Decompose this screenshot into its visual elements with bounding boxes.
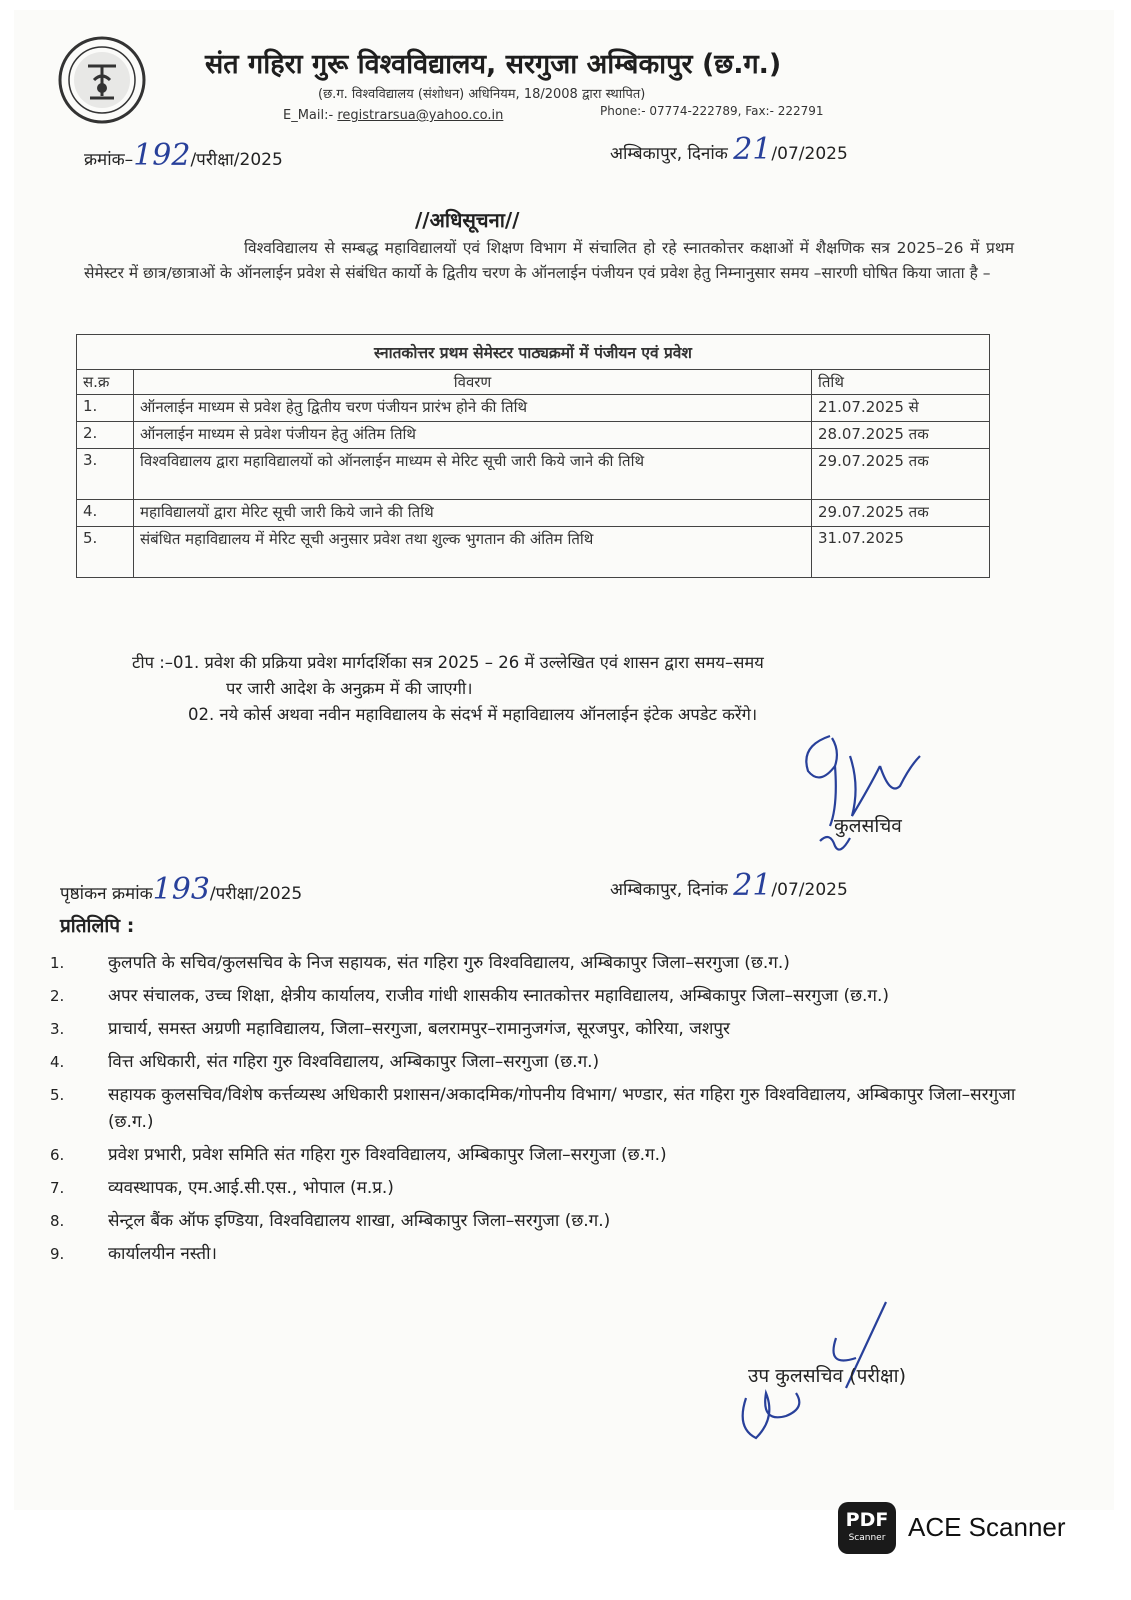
reference-suffix: /परीक्षा/2025 <box>190 150 283 170</box>
endorsement-place-date-label: अम्बिकापुर, दिनांक <box>610 880 728 900</box>
table-caption-row <box>77 335 990 370</box>
registrar-signature <box>790 726 960 866</box>
row-serial: 1. <box>77 395 134 422</box>
endorsement-month-year: /07/2025 <box>771 880 848 900</box>
row-description: संबंधित महाविद्यालय में मेरिट सूची अनुसार प्रवेश तथा शुल्क भुगतान की अंतिम तिथि <box>134 527 812 578</box>
note-1-continued: पर जारी आदेश के अनुक्रम में की जाएगी। <box>226 679 473 698</box>
row-date: 29.07.2025 तक <box>812 449 990 500</box>
table-row <box>77 449 990 500</box>
row-description: ऑनलाईन माध्यम से प्रवेश पंजीयन हेतु अंतिम तिथि <box>134 422 812 449</box>
note-2-text: नये कोर्स अथवा नवीन महाविद्यालय के संदर्भ में महाविद्यालय ऑनलाईन इंटेक अपडेट करेंगे। <box>219 705 758 724</box>
row-date: 21.07.2025 से <box>812 395 990 422</box>
endorsement-number <box>60 872 302 907</box>
note-1-number: 01. <box>173 653 200 672</box>
list-item <box>50 1016 1035 1043</box>
list-item <box>50 1241 1035 1268</box>
note-2 <box>188 702 757 725</box>
table-row <box>77 527 990 578</box>
email-line <box>283 108 503 123</box>
reference-prefix: क्रमांक– <box>84 150 134 170</box>
list-item <box>50 1208 1035 1235</box>
university-name: संत गहिरा गुरू विश्वविद्यालय, सरगुजा अम्बिकापुर (छ.ग.) <box>205 49 782 80</box>
registrar-title: कुलसचिव <box>834 815 902 837</box>
row-description: महाविद्यालयों द्वारा मेरिट सूची जारी किये जाने की तिथि <box>134 500 812 527</box>
list-item <box>50 1175 1035 1202</box>
list-item-text: कुलपति के सचिव/कुलसचिव के निज सहायक, संत गहिरा गुरु विश्वविद्यालय, अम्बिकापुर जिला–सरगुजा (छ.ग.) <box>108 953 790 973</box>
list-item-number: 7. <box>50 1179 65 1197</box>
copy-to-heading: प्रतिलिपि : <box>60 915 135 937</box>
table-header-row <box>77 370 990 395</box>
notice-title: //अधिसूचना// <box>415 208 520 232</box>
reference-number <box>84 138 283 173</box>
email-address: registrarsua@yahoo.co.in <box>337 108 504 123</box>
list-item-number: 8. <box>50 1212 65 1230</box>
badge-line-1: PDF <box>845 1509 889 1531</box>
phone-fax: Phone:- 07774-222789, Fax:- 222791 <box>600 104 824 118</box>
endorsement-day-handwritten: 21 <box>733 868 772 903</box>
list-item-number: 1. <box>50 954 65 972</box>
list-item-text: प्राचार्य, समस्त अग्रणी महाविद्यालय, जिला–सरगुजा, बलरामपुर–रामानुजगंज, सूरजपुर, कोरिया, जशपुर <box>108 1019 730 1039</box>
university-subtitle: (छ.ग. विश्वविद्यालय (संशोधन) अधिनियम, 18/2008 द्वारा स्थापित) <box>318 87 646 102</box>
row-serial: 5. <box>77 527 134 578</box>
note-1 <box>132 650 764 673</box>
list-item-number: 6. <box>50 1146 65 1164</box>
list-item-text: सहायक कुलसचिव/विशेष कर्त्तव्यस्थ अधिकारी प्रशासन/अकादमिक/गोपनीय विभाग/ भण्डार, संत गहिरा गुरु विश्वविद्यालय, अम्बिकापुर जिला–सरगुजा (छ.ग.) <box>108 1085 1016 1132</box>
list-item-number: 3. <box>50 1020 65 1038</box>
list-item-text: प्रवेश प्रभारी, प्रवेश समिति संत गहिरा गुरु विश्वविद्यालय, अम्बिकापुर जिला–सरगुजा (छ.ग.) <box>108 1145 667 1165</box>
email-label: E_Mail:- <box>283 108 334 123</box>
university-seal-logo <box>58 36 146 124</box>
row-description: ऑनलाईन माध्यम से प्रवेश हेतु द्वितीय चरण पंजीयन प्रारंभ होने की तिथि <box>134 395 812 422</box>
deputy-registrar-title: उप कुलसचिव (परीक्षा) <box>748 1365 907 1387</box>
note-label: टीप :– <box>132 653 174 672</box>
table-row <box>77 500 990 527</box>
notice-body: विश्वविद्यालय से सम्बद्ध महाविद्यालयों एवं शिक्षण विभाग में संचालित हो रहे स्नातकोत्तर कक्षाओं में शैक्षणिक सत्र 2025–26 में प्रथम सेमेस्टर में छात्र/छात्राओं के ऑनलाईन प्रवेश से संबंधित कार्यो के द्वितीय चरण के ऑनलाईन पंजीयन एवं प्रवेश हेतु निम्नानुसार समय –सारणी घोषित किया जाता है – <box>84 239 1014 282</box>
date-month-year: /07/2025 <box>771 144 848 164</box>
header-serial: स.क्र <box>77 370 134 395</box>
list-item-number: 4. <box>50 1053 65 1071</box>
list-item-number: 5. <box>50 1086 65 1104</box>
row-date: 31.07.2025 <box>812 527 990 578</box>
list-item-text: वित्त अधिकारी, संत गहिरा गुरु विश्वविद्यालय, अम्बिकापुर जिला–सरगुजा (छ.ग.) <box>108 1052 600 1072</box>
list-item-text: अपर संचालक, उच्च शिक्षा, क्षेत्रीय कार्यालय, राजीव गांधी शासकीय स्नातकोत्तर महाविद्यालय, अम्बिकापुर जिला–सरगुजा (छ.ग.) <box>108 986 890 1006</box>
list-item <box>50 1082 1035 1136</box>
table-caption: स्नातकोत्तर प्रथम सेमेस्टर पाठ्यक्रमों में पंजीयन एवं प्रवेश <box>77 335 990 370</box>
list-item-number: 9. <box>50 1245 65 1263</box>
copy-to-list <box>50 950 1035 1274</box>
place-date-label: अम्बिकापुर, दिनांक <box>610 144 728 164</box>
list-item <box>50 1142 1035 1169</box>
endorsement-date <box>610 868 848 903</box>
list-item <box>50 950 1035 977</box>
list-item <box>50 983 1035 1010</box>
header-date: तिथि <box>812 370 990 395</box>
row-description: विश्वविद्यालय द्वारा महाविद्यालयों को ऑनलाईन माध्यम से मेरिट सूची जारी किये जाने की तिथि <box>134 449 812 500</box>
scanner-brand-name: ACE Scanner <box>908 1512 1066 1542</box>
badge-line-2: Scanner <box>848 1533 886 1543</box>
row-date: 29.07.2025 तक <box>812 500 990 527</box>
endorsement-suffix: /परीक्षा/2025 <box>209 884 303 904</box>
reference-number-handwritten: 192 <box>133 138 191 173</box>
row-serial: 3. <box>77 449 134 500</box>
note-1-text: प्रवेश की प्रक्रिया प्रवेश मार्गदर्शिका सत्र 2025 – 26 में उल्लेखित एवं शासन द्वारा समय–समय <box>204 653 764 672</box>
list-item <box>50 1049 1035 1076</box>
endorsement-prefix: पृष्ठांकन क्रमांक <box>60 884 153 904</box>
row-serial: 2. <box>77 422 134 449</box>
schedule-table <box>76 334 990 578</box>
list-item-number: 2. <box>50 987 65 1005</box>
table-row <box>77 422 990 449</box>
list-item-text: सेन्ट्रल बैंक ऑफ इण्डिया, विश्वविद्यालय शाखा, अम्बिकापुर जिला–सरगुजा (छ.ग.) <box>108 1211 611 1231</box>
header-description: विवरण <box>134 370 812 395</box>
row-serial: 4. <box>77 500 134 527</box>
pdf-scanner-app-icon <box>838 1502 896 1554</box>
note-2-number: 02. <box>188 705 215 724</box>
row-date: 28.07.2025 तक <box>812 422 990 449</box>
table-row <box>77 395 990 422</box>
reference-date <box>610 132 848 167</box>
list-item-text: व्यवस्थापक, एम.आई.सी.एस., भोपाल (म.प्र.) <box>108 1178 394 1198</box>
endorsement-number-handwritten: 193 <box>152 872 210 907</box>
list-item-text: कार्यालयीन नस्ती। <box>108 1244 217 1264</box>
date-day-handwritten: 21 <box>733 132 772 167</box>
